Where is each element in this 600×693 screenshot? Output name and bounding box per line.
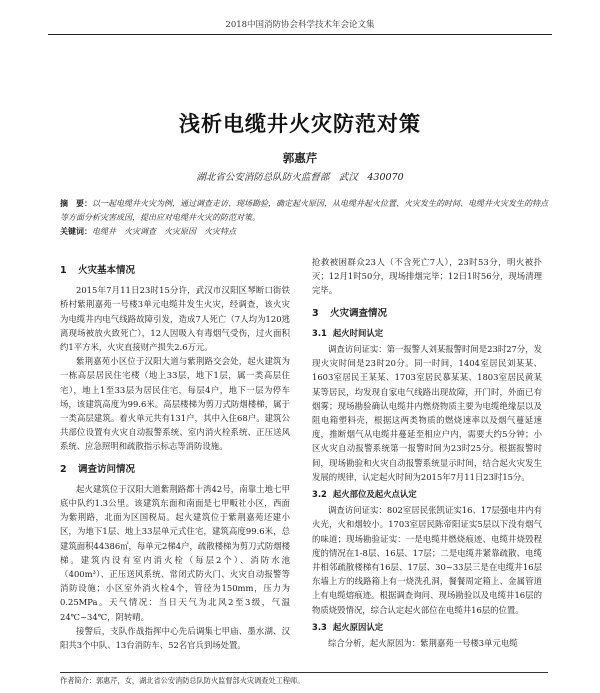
paper-title: 浅析电缆井火灾防范对策 <box>179 112 421 136</box>
paragraph: 抢救被困群众23人（不含死亡7人），23时53分，明火被扑灭；12月1时50分，现场排烟完毕；12日1时56分，现场清理完毕。 <box>312 257 542 296</box>
paragraph: 紫荆嘉苑小区位于汉阳大道与紫荆路交会处，起火建筑为一栋高层居民住宅楼（地上33层，地下1层，属一类高层住宅），地上1至33层为居民住宅，每层4户，地下一层为停车场，该建筑高度为99.6米。高层楼梯为剪刀式防烟楼梯，属于一类高层建筑。着火单元共有131户，其中入住68户。建筑公共部位设置有火灾自动报警系统、室内消火栓系统、正压送风系统、应急照明和疏散指示标志等消防设施。 <box>60 356 290 452</box>
section-title: 火灾调查情况 <box>330 307 388 319</box>
paragraph: 接警后，支队作战指挥中心先后调集七甲庙、墨水湖、汉阳共3个中队、13台消防车、52名官兵到场处置。 <box>60 625 290 651</box>
running-header: 2018中国消防协会科学技术年会论文集 <box>48 18 552 35</box>
right-column <box>312 255 542 650</box>
subsection-heading <box>312 487 542 501</box>
subsection-heading <box>312 620 542 634</box>
section-number: 3 <box>312 307 319 319</box>
section-title: 调查访问情况 <box>78 463 136 475</box>
paragraph: 调查访问证实：第一报警人刘某报警时间是23时27分，发现火灾时间是23时20分。同一时间，1404室居民刘某某、1603室居民王某某、1703室居民慕某某、1803室居民黄某某等居民，均发现自家电气线路出现故障，开门时，外面已有烟雾；现场勘验确认电缆井内燃烧物质主要为电缆绝缘层以及阻电箱塑料壳，根据这两类物质的燃烧速率以及烟气蔓延速度，推断烟气从电缆井蔓延至相应户内，需要大约5分钟；小区火灾自动报警系统第一报警时间为23时25分。根据报警时间，现场勘验和火灾自动报警系统显示时间，结合起火灾发生发展的规律，认定起火时间为2015年7月11日23时15分。 <box>312 344 542 482</box>
section-heading <box>60 264 290 278</box>
keywords <box>60 226 548 237</box>
footnote: 作者简介：郭惠芹，女，湖北省公安消防总队防火监督部火灾调查处工程师。 <box>60 672 548 686</box>
keywords-label: 关键词： <box>60 226 92 236</box>
subsection-number: 3.3 <box>312 621 327 632</box>
paragraph: 综合分析，起火原因为：紫荆嘉苑一号楼3单元电缆 <box>328 638 518 649</box>
keywords-text: 电缆井 火灾调查 火灾原因 火灾特点 <box>92 227 236 236</box>
author-name: 郭惠芹 <box>282 151 318 165</box>
subsection-title: 起火时间认定 <box>332 327 384 338</box>
subsection-title: 起火部位及起火点认定 <box>332 489 417 500</box>
left-column <box>60 255 290 652</box>
subsection-title: 起火原因认定 <box>332 621 384 632</box>
paragraph: 2015年7月11日23时15分许，武汉市汉阳区琴断口街铁桥村紫荆嘉苑一号楼3单元电缆井发生火灾，经调查，该火灾为电缆井内电气线路故障引发，造成7人死亡（7人均为120逃离现场被放火致死亡），12人因吸入有毒烟气受伤，过火面积约1平方米，火灾直接财产损失2.6万元。 <box>60 285 290 353</box>
section-heading <box>60 463 290 477</box>
section-number: 2 <box>60 463 67 475</box>
abstract-text: 以一起电缆井火灾为例，通过调查走访、现场勘验，确定起火原因，从电缆井起火位置、火灾发生的时间、电缆井火灾发生的特点等方面分析灾害成因，提出应对电缆井火灾的防范对策。 <box>60 199 548 222</box>
abstract-label: 摘 要： <box>60 198 92 208</box>
subsection-number: 3.1 <box>312 327 327 338</box>
paragraph: 调查访问证实：802室居民张凯证实16、17层强电井内有火光，火和烟较小。1703室居民陈帝阳证实5层以下没有烟气的味道；现场勘验证实：一是电缆井燃烧痕迹、电缆井烧毁程度的情况在1-8层、16层、17层；二是电缆井紧靠疏散、电缆井相邻疏散楼梯有16层、17层、30~33层三是在电缆井16层东墙上方的线路箱上有一烧洗孔洞，餐餐周定箱上、金属管道上有电缆熔痕迹。根据调查询问、现场勘验以及电缆井16层的物质烧毁情况，综合认定起火部位在电缆井16层的位置。 <box>312 505 542 615</box>
section-title: 火灾基本情况 <box>78 265 136 276</box>
abstract <box>60 196 548 225</box>
subsection-number: 3.2 <box>312 489 327 500</box>
section-number: 1 <box>60 265 67 276</box>
section-heading <box>312 307 542 321</box>
paragraph: 起火建筑位于汉阳大道紫荆路都十湾42号，南靠土地七甲底中队约1.3公里。该建筑东面和南面是七甲畈社小区，西面为紫荆路，北面为区国税局。起火建筑位于紫荆嘉苑还建小区，为地下1层、地上33层单元式住宅，建筑高度99.6米，总建筑面积44386㎡，每单元2梯4户，疏散楼梯为剪刀式防烟楼梯。建筑内设有室内消火栓（每层2个）、消防水池（400m³）、正压送风系统、常闭式防火门、火灾自动报警等消防设施；小区室外消火栓4个，管径为150mm，压力为0.25MPa。天气情况：当日天气为北风2至3级，气温24℃~34℃，阴转晴。 <box>60 483 290 622</box>
subsection-heading <box>312 326 542 340</box>
author-affiliation: 湖北省公安消防总队防火监督部 武汉 430070 <box>196 172 404 183</box>
